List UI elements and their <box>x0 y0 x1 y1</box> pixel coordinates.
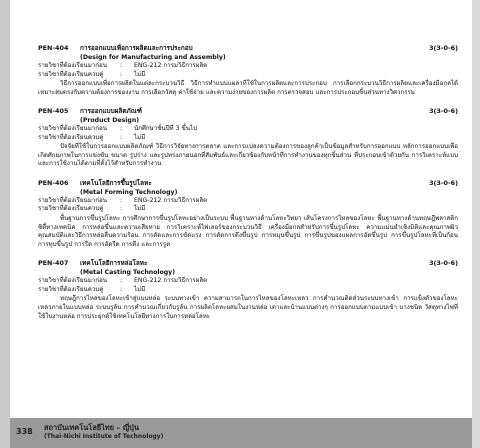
corequisite-value: ไม่มี <box>134 285 146 293</box>
page-footer <box>10 418 472 448</box>
corequisite-value: ไม่มี <box>134 205 146 213</box>
course-credits: 3(3-0-6) <box>429 178 458 187</box>
corequisite-row: รายวิชาที่ต้องเรียนควบคู่ : ไม่มี <box>38 285 146 293</box>
corequisite-row: รายวิชาที่ต้องเรียนควบคู่ : ไม่มี <box>38 70 146 78</box>
course-title-th: เทคโนโลยีการขึ้นรูปโลหะ <box>80 178 152 187</box>
prerequisite-row: รายวิชาที่ต้องเรียนมาก่อน : นักศึกษาชั้นปีที่ 3 ขึ้นไป <box>38 125 198 133</box>
prerequisite-value: ENG-212 การมวิธีการผลิต <box>134 277 208 285</box>
course-title-th: เทคโนโลยีการหล่อโลหะ <box>80 259 148 268</box>
course-description: ปัจจัยที่ใช้ในการออกแบบผลิตภัณฑ์ วิธีการวิจัยทางการตลาด และการแปลงความต้องการของลูกค้าเป็นข้อมูลสำหรับการออกแบบ หลักการออกแบบเพื่อเกิดศักยภาพในการแข่งขัน ขนาด รูปร่าง และรูปทรงภายนอกที่สัมพันธ์และเกี่ยวข้องกับหน้าที่การทำงานของทุกชิ้นส่วน ที่ประกอบเข้าด้วยกัน การวิเคราะห์แบบและการใช้งานได้ตามที่ตั้งไว้สำหรับการทำงาน <box>38 143 458 168</box>
course-title-en: (Metal Casting Technology) <box>80 269 176 277</box>
course-pen-404 <box>38 44 458 97</box>
course-description: พื้นฐานการขึ้นรูปโลหะ การศึกษาการขึ้นรูปโลหะอย่างเป็นระบบ พื้นฐานทางด้านโลหะวิทยา เส้นโครงการไหลของโลหะ พื้นฐานทางด้านทฤษฎีพลาสติกซิตี้ทางเทคนิค การหล่อขึ้นและความเสียหาย การวิเคราะห์ไฟเลอร์ของกระบวนวิธี เครื่องมือกลสำหรับการขึ้นรูปโลหะ ความแม่นยำเชิงมิติและคุณภาพผิว คุณสมบัติและวิธีการหล่อลื่นความร้อน การตัดและการขัดแรง การตัดการดึงขึ้นรูป การหมุนขึ้นรูป การขึ้นรูปของแผลการอัดขึ้นรูป การขึ้นรูปโลหะที่เป็นก้อน การทุบขึ้นรูป การรีด การอัดรีด การดึง และการรูด <box>38 214 458 248</box>
course-title-en: (Design for Manufacturing and Assembly) <box>80 54 226 61</box>
page-edge <box>0 0 10 448</box>
course-list <box>38 44 458 331</box>
prerequisite-value: นักศึกษาชั้นปีที่ 3 ขึ้นไป <box>134 125 198 133</box>
course-credits: 3(3-0-6) <box>429 107 458 116</box>
prerequisite-row: รายวิชาที่ต้องเรียนมาก่อน : ENG-212 การมวิธีการผลิต <box>38 62 208 69</box>
prerequisite-row: รายวิชาที่ต้องเรียนมาก่อน : ENG-212 การมวิธีการผลิต <box>38 277 208 285</box>
course-credits: 3(3-0-6) <box>429 259 458 268</box>
course-code: PEN-404 <box>38 44 69 52</box>
course-description: ทฤษฎีการไหลของโลหะเข้าสู่แบบหล่อ ระบบทางเข้า ความสามารถในการไหลของโลหะเหลว การคำนวณติดส่วนระบบทางเข้า การแข็งตัวของโลหะเหลวภายในแบบหล่อ ระบบรูล้น การคำนวณเกี่ยวกับรูล้น การผลิตโลหะผสมในงานหล่อ เตาและบ้านแบบต่างๆ การออกแบบตามแบบเข้า บางชนิด วัสดุทางไฟที่ใช้ในงานหล่อ การประยุกต์ใช้เทคโนโลยีทางการในการหล่อโลหะ <box>38 295 458 320</box>
course-title-en: (Product Design) <box>80 117 140 125</box>
course-code: PEN-407 <box>38 259 69 268</box>
corequisite-row: รายวิชาที่ต้องเรียนควบคู่ : ไม่มี <box>38 133 146 141</box>
course-pen-407 <box>38 259 458 321</box>
course-pen-405 <box>38 107 458 169</box>
course-title-en: (Metal Forming Technology) <box>80 188 178 196</box>
course-title-th: การออกแบบเพื่อการผลิตและการประกอบ <box>80 44 193 52</box>
prerequisite-row: รายวิชาที่ต้องเรียนมาก่อน : ENG-212 การมวิธีการผลิต <box>38 196 208 204</box>
course-title-th: การออกแบบผลิตภัณฑ์ <box>80 107 142 116</box>
course-description: วิธีการออกแบบเพื่อการผลิตในแต่ละกระบวนวิธี วิธีการทำแบบแผลาที่ใช้ในการผลิตและการประกอบ การเลือกกระบวนวิธีการผลิตและเครื่องมือกลได้เหมาะสมตรงกับความต้องการของงาน การเลือกวัสดุ ค่าใช้จ่าย และความง่ายของการผลิต การตรวจสอบ และการประกอบชิ้นส่วนทางวิศวกรรม <box>38 80 458 96</box>
page-number: 338 <box>16 427 33 436</box>
prerequisite-value: ENG-212 การมวิธีการผลิต <box>134 196 208 204</box>
prerequisite-value: ENG-212 การมวิธีการผลิต <box>134 62 208 69</box>
corequisite-row: รายวิชาที่ต้องเรียนควบคู่ : ไม่มี <box>38 205 146 213</box>
course-credits: 3(3-0-6) <box>429 44 458 52</box>
institute-name-en: (Thai-Nichi Institute of Technology) <box>44 433 164 440</box>
corequisite-value: ไม่มี <box>134 70 146 78</box>
course-code: PEN-406 <box>38 178 69 187</box>
institute-name-th: สถาบันเทคโนโลยีไทย – ญี่ปุ่น <box>44 423 139 432</box>
course-code: PEN-405 <box>38 107 69 116</box>
corequisite-value: ไม่มี <box>134 133 146 141</box>
course-pen-406 <box>38 179 458 249</box>
document-sheet <box>10 0 472 448</box>
